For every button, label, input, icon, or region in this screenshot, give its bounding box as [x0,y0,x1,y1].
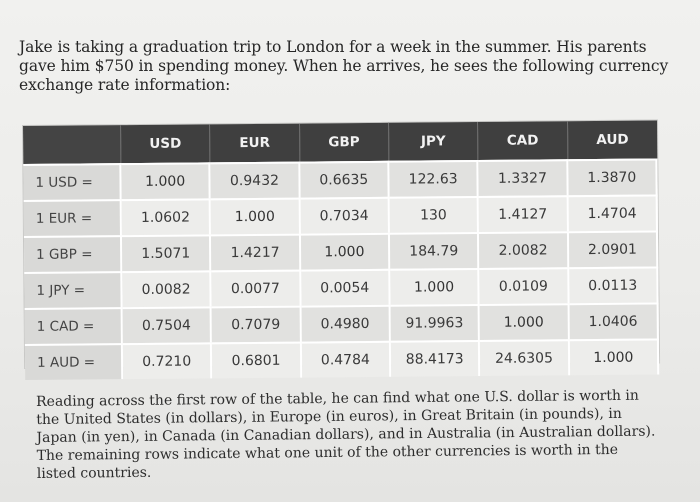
table-cell: 1.3327 [479,159,569,196]
table-cell: 1.000 [301,233,391,270]
header-usd: USD [121,124,211,163]
table-cell: 122.63 [389,160,479,197]
header-corner [23,125,121,164]
intro-text: Jake is taking a graduation trip to London for a week in the summer. His parents gave him $750 in spending money. When he arrives, he sees the following currency exchange rate information: [19,38,669,94]
table-cell: 88.4173 [391,340,481,377]
table-cell: 0.4784 [302,341,392,378]
table-header-row [23,120,657,164]
row-label: 1 CAD = [25,307,123,344]
table-cell: 2.0901 [569,230,659,267]
table-cell: 0.7210 [123,342,213,379]
table-cell: 0.6635 [300,161,390,198]
row-label: 1 JPY = [24,271,122,308]
table-cell: 0.0113 [569,266,659,303]
table-cell: 1.0602 [122,198,212,235]
table-cell: 130 [390,196,480,233]
table-cell: 1.0406 [569,302,659,339]
header-aud: AUD [568,120,658,159]
exchange-rate-table-container [22,119,660,369]
table-row [23,158,657,200]
table-row [24,230,658,272]
intro-paragraph [19,38,674,95]
table-cell: 1.000 [480,303,570,340]
table-cell: 2.0082 [479,231,569,268]
table-cell: 1.4704 [568,194,658,231]
table-cell: 0.7034 [300,197,390,234]
table-cell: 0.7504 [123,306,213,343]
row-label: 1 USD = [23,163,121,200]
table-cell: 1.4217 [211,234,301,271]
table-row [24,266,658,308]
table-cell: 24.6305 [480,339,570,376]
header-gbp: GBP [300,123,390,162]
table-cell: 1.000 [211,198,301,235]
table-cell: 1.000 [390,268,480,305]
table-cell: 1.000 [121,162,211,199]
explanation-paragraph [36,387,657,483]
table-cell: 1.000 [570,338,660,375]
header-jpy: JPY [389,122,479,161]
table-cell: 0.4980 [301,305,391,342]
table-cell: 1.4127 [479,195,569,232]
table-row [25,302,659,344]
header-eur: EUR [210,124,300,163]
row-label: 1 GBP = [24,235,122,272]
table-cell: 91.9963 [391,304,481,341]
exchange-rate-table [23,120,659,380]
table-row [25,338,659,380]
table-row [24,194,658,236]
table-cell: 0.9432 [211,162,301,199]
table-cell: 0.6801 [212,342,302,379]
table-cell: 0.0082 [122,270,212,307]
table-cell: 1.5071 [122,234,212,271]
row-label: 1 EUR = [24,199,122,236]
outro-text: Reading across the first row of the table, he can find what one U.S. dollar is worth in the United States (in dollars), in Europe (in euros), in Great Britain (in pounds), in Japan (in yen), in Canada (in Canadian dollars), and in Australia (in Australian dollars). The remaining rows indicate what one unit of the other currencies is worth in the listed countries. [36,387,656,482]
table-cell: 0.0109 [480,267,570,304]
table-cell: 0.0054 [301,269,391,306]
row-label: 1 AUD = [25,343,123,380]
table-cell: 184.79 [390,232,480,269]
table-cell: 0.7079 [212,306,302,343]
table-cell: 0.0077 [212,270,302,307]
header-cad: CAD [478,121,568,160]
table-cell: 1.3870 [568,158,658,195]
